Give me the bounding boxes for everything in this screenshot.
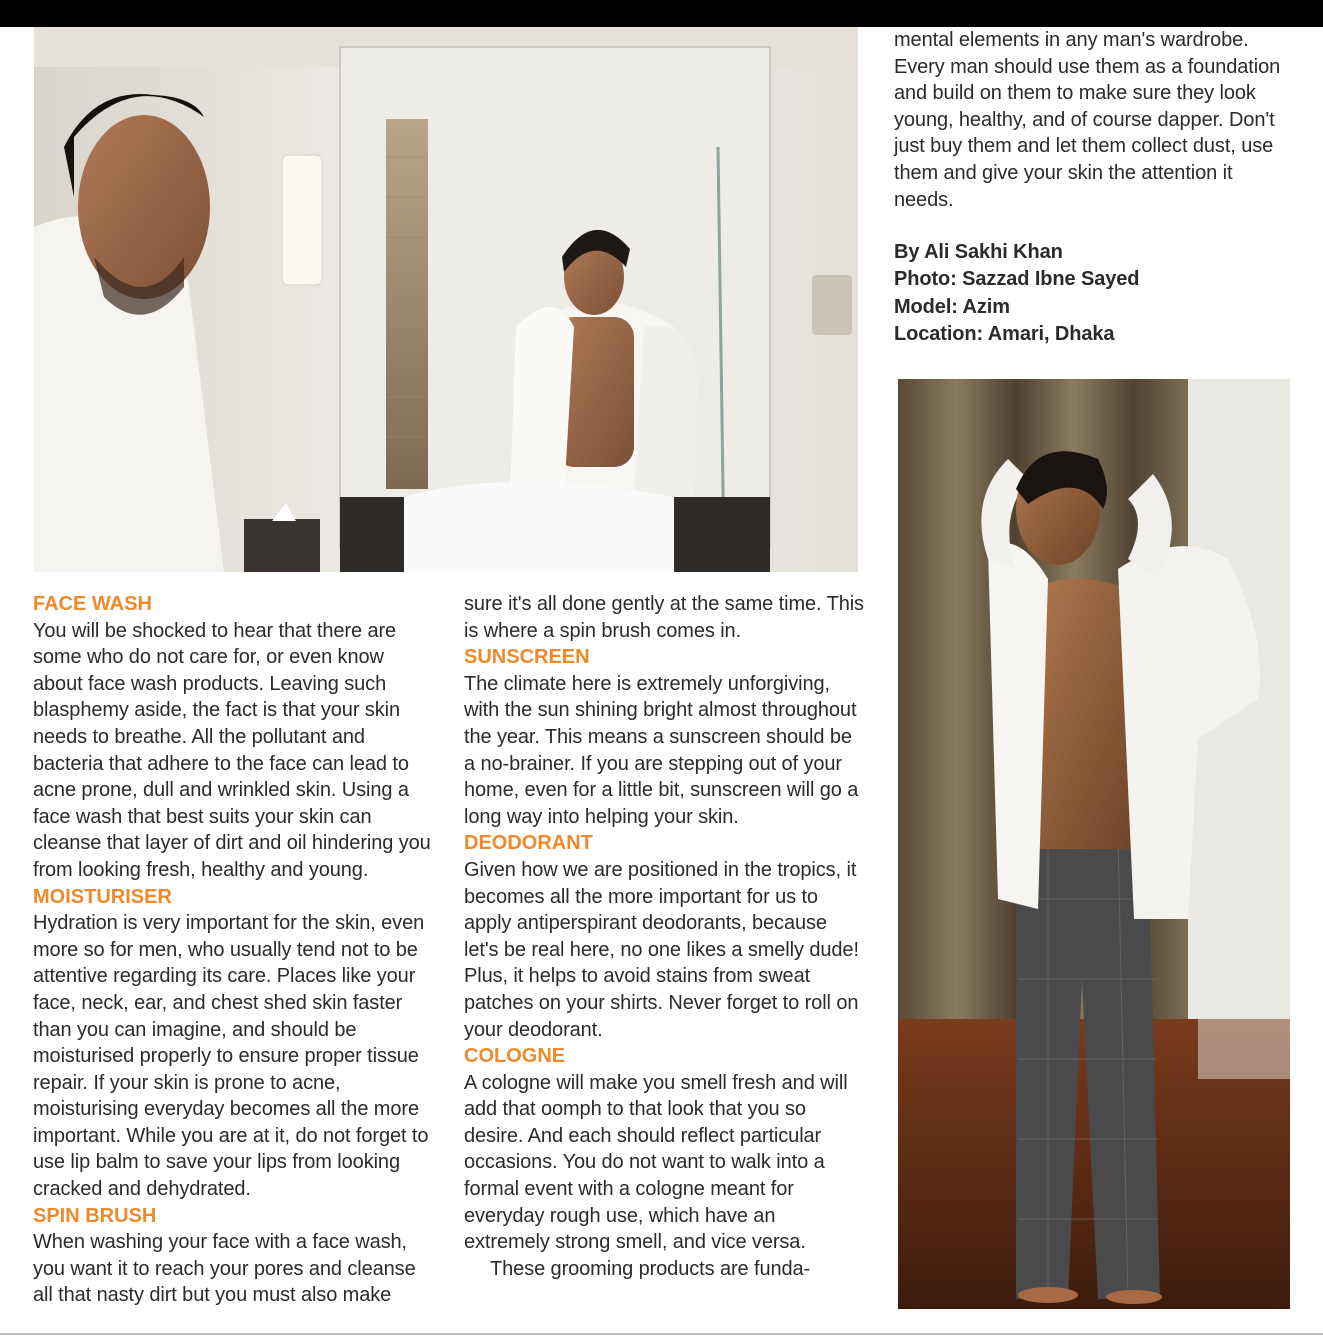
cologne-body: A cologne will make you smell fresh and will add that oomph to that look that you so desire. And each should reflect particular occasions. You do not want to walk into a formal event with a cologne meant for everyday rough use, which have an extremely strong smell, and vice versa. bbox=[464, 1071, 848, 1254]
sunscreen-body: The climate here is extremely unforgiving, with the sun shining bright almost throughout the year. This means a sunscreen should be a no-brainer. If you are stepping out of your home, even for a little bit, sunscreen will go a long way into helping your skin. bbox=[464, 672, 859, 828]
bathroom-mirror-photo bbox=[34, 27, 858, 572]
moisturiser-body: Hydration is very important for the skin, even more so for men, who usually tend not to be attentive regarding its care. Places like your face, neck, ear, and chest shed skin faster than you can imagine, and should be moisturised properly to ensure proper tissue repair. If your skin is prone to acne, moisturising everyday becomes all the more important. While you are at it, do not forget to use lip balm to save your lips from looking cracked and dehydrated. bbox=[33, 912, 429, 1201]
photo-credit: Photo: Sazzad Ibne Sayed bbox=[894, 268, 1140, 291]
top-black-bar bbox=[0, 0, 1323, 27]
deodorant-heading: DEODORANT bbox=[464, 832, 593, 855]
model-credit: Model: Azim bbox=[894, 295, 1010, 318]
article-column-right bbox=[894, 27, 1294, 348]
article-column-middle bbox=[464, 591, 864, 1282]
spin-brush-body-part2: sure it's all done gently at the same time. This is where a spin brush comes in. bbox=[464, 593, 864, 642]
location-credit: Location: Amari, Dhaka bbox=[894, 323, 1115, 346]
spin-brush-body-part1: When washing your face with a face wash, you want it to reach your pores and cleanse all that nasty dirt but you must also make bbox=[33, 1231, 416, 1307]
spin-brush-heading: SPIN BRUSH bbox=[33, 1204, 157, 1227]
face-wash-body: You will be shocked to hear that there are some who do not care for, or even know about face wash products. Leaving such blasphemy aside, the fact is that your skin needs to breathe. All the pollutant and bacteria that adhere to the face can lead to acne prone, dull and wrinkled skin. Using a face wash that best suits your skin can cleanse that layer of dirt and oil hindering you from looking fresh, healthy and young. bbox=[33, 619, 431, 881]
closing-paragraph-part1: These grooming products are funda- bbox=[490, 1257, 811, 1280]
cologne-heading: COLOGNE bbox=[464, 1045, 566, 1068]
author-credit: By Ali Sakhi Khan bbox=[894, 241, 1063, 264]
standing-model-photo bbox=[898, 379, 1290, 1309]
moisturiser-heading: MOISTURISER bbox=[33, 885, 172, 908]
credits-block bbox=[894, 239, 1294, 348]
bottom-rule bbox=[0, 1333, 1323, 1335]
sunscreen-heading: SUNSCREEN bbox=[464, 646, 590, 669]
face-wash-heading: FACE WASH bbox=[33, 593, 152, 615]
article-column-left bbox=[33, 591, 433, 1309]
deodorant-body: Given how we are positioned in the tropics, it becomes all the more important for us to apply antiperspirant deodorants, because let's be real here, no one likes a smelly dude! Plus, it helps to avoid stains from sweat patches on your shirts. Never forget to roll on your deodorant. bbox=[464, 858, 859, 1041]
closing-paragraph-part2: mental elements in any man's wardrobe. Every man should use them as a foundation and build on them to make sure they look young, healthy, and of course dapper. Don't just buy them and let them collect dust, use them and give your skin the attention it needs. bbox=[894, 29, 1281, 211]
